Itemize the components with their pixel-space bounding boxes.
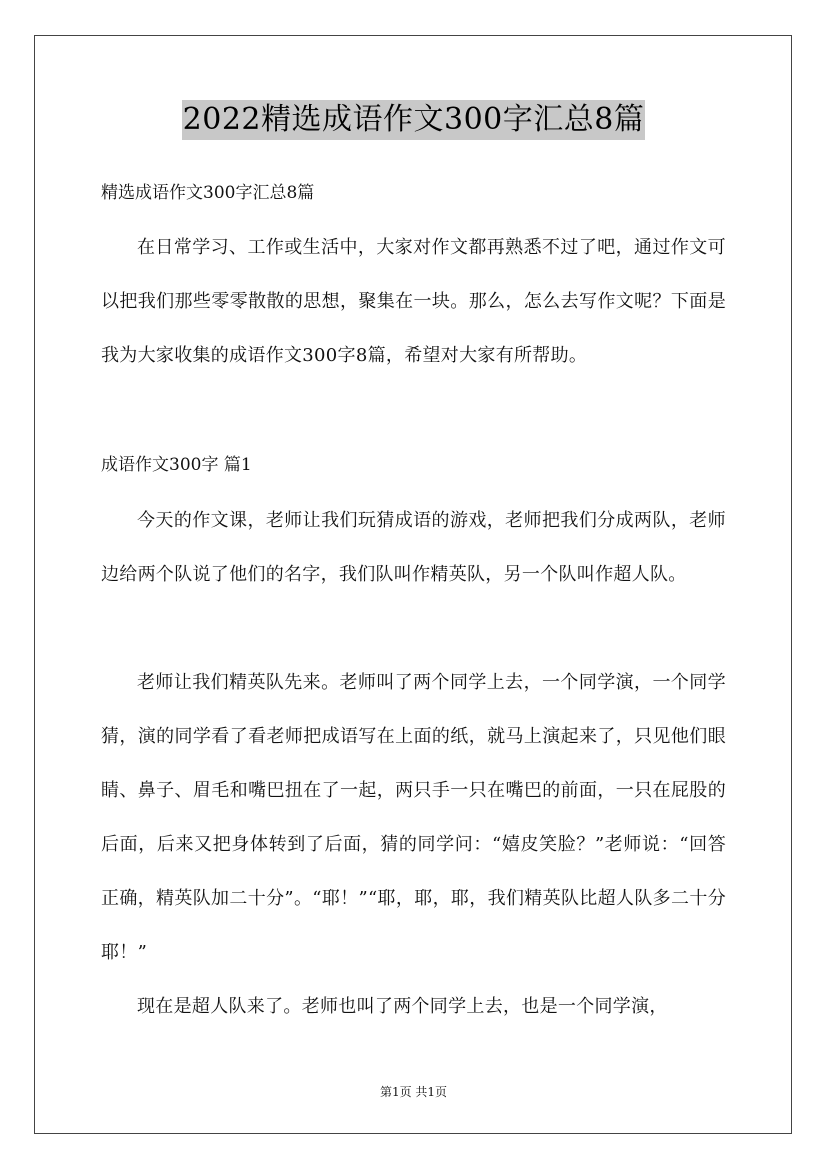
page-footer — [0, 1083, 827, 1101]
title-container — [0, 100, 827, 140]
body-paragraph-2: 老师让我们精英队先来。老师叫了两个同学上去，一个同学演，一个同学猜，演的同学看了看老师把成语写在上面的纸，就马上演起来了，只见他们眼睛、鼻子、眉毛和嘴巴扭在了一起，两只手一只在嘴巴的前面，一只在屁股的后面，后来又把身体转到了后面，猜的同学问：“嬉皮笑脸？”老师说：“回答正确，精英队加二十分”。“耶！”“耶，耶，耶，我们精英队比超人队多二十分耶！” — [101, 672, 726, 963]
intro-paragraph: 在日常学习、工作或生活中，大家对作文都再熟悉不过了吧，通过作文可以把我们那些零零散散的思想，聚集在一块。那么，怎么去写作文呢？下面是我为大家收集的成语作文300字8篇，希望对大家有所帮助。 — [101, 237, 726, 366]
body-paragraph-3: 现在是超人队来了。老师也叫了两个同学上去，也是一个同学演， — [137, 996, 668, 1017]
document-title: 2022精选成语作文300字汇总8篇 — [182, 100, 646, 140]
document-subtitle: 精选成语作文300字汇总8篇 — [101, 183, 315, 203]
page-number-label: 第1页 共1页 — [379, 1085, 448, 1099]
section-heading: 成语作文300字 篇1 — [101, 455, 252, 475]
body-paragraph-1: 今天的作文课，老师让我们玩猜成语的游戏，老师把我们分成两队，老师边给两个队说了他们的名字，我们队叫作精英队，另一个队叫作超人队。 — [101, 510, 726, 585]
